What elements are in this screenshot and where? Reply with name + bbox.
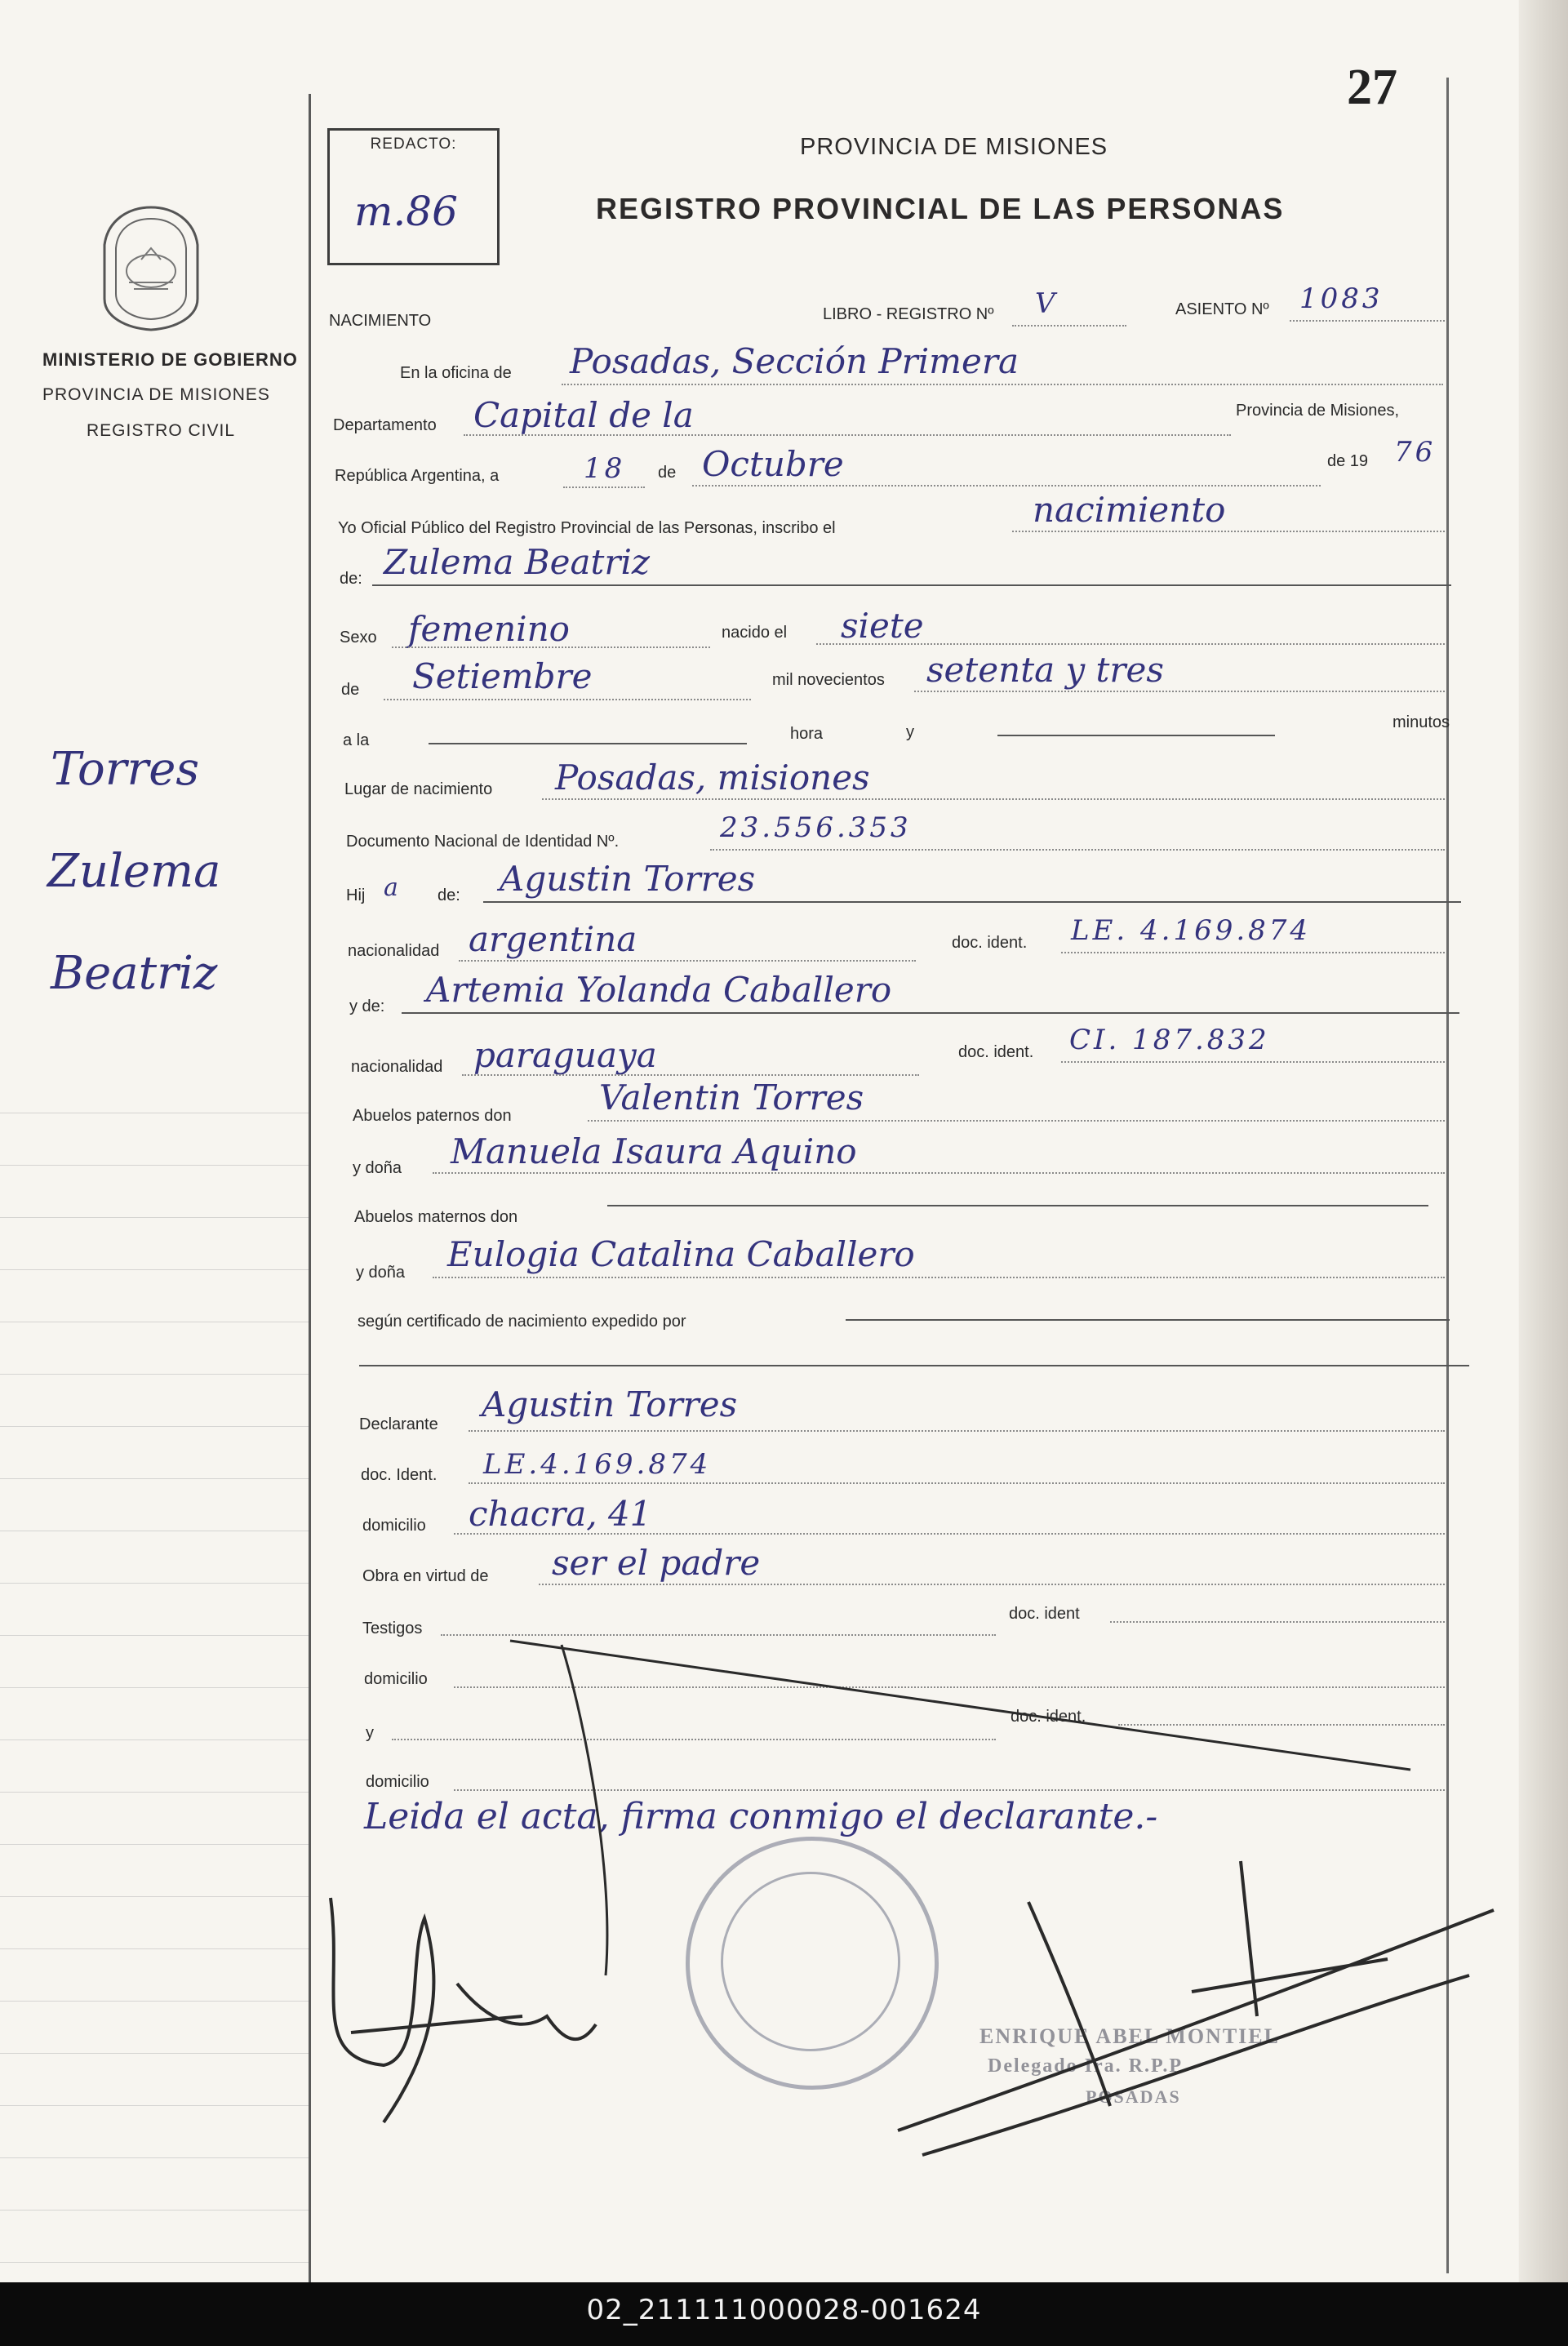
oficina-value: Posadas, Sección Primera [570,341,1019,381]
anio-value: 76 [1394,436,1437,469]
docident-label: doc. Ident. [361,1466,438,1484]
ydona1-label: y doña [353,1159,402,1177]
abuelos-m-label: Abuelos maternos don [354,1208,518,1226]
dni-value: 23.556.353 [720,811,912,844]
yde-label: y de: [349,997,385,1015]
anio-label: de 19 [1327,452,1369,470]
ministry-province: PROVINCIA DE MISIONES [42,385,270,404]
t-domicilio-label: domicilio [364,1670,428,1688]
nac2-label: nacionalidad [351,1058,443,1076]
image-id-label: 02_211111000028-001624 [586,2294,982,2326]
doc1-value: LE. 4.169.874 [1071,914,1312,947]
page-number: 27 [1347,60,1397,115]
declarante-value: Agustin Torres [482,1384,738,1424]
margin-first-name: Zulema [47,845,221,898]
docident-value: LE.4.169.874 [483,1448,712,1481]
annotation-bar [0,2282,1568,2346]
de2-label: de: [340,570,362,588]
dni-label: Documento Nacional de Identidad Nº. [346,833,620,851]
doc1-label: doc. ident. [952,934,1028,952]
libro-label: LIBRO - REGISTRO Nº [823,305,994,323]
de3-label: de [341,681,360,699]
ministry-name: MINISTERIO DE GOBIERNO [42,349,298,370]
margin-second-name: Beatriz [51,947,218,1000]
witness-strike-curve [562,1645,607,1975]
delegate-title: Delegado Ira. R.P.P [988,2055,1184,2077]
abuelos-p-label: Abuelos paternos don [353,1107,512,1125]
obra-value: ser el padre [552,1543,761,1583]
oficina-label: En la oficina de [400,364,512,382]
segun-label: según certificado de nacimiento expedido por [358,1313,686,1331]
minutos-label: minutos [1393,713,1450,731]
asiento-label: ASIENTO Nº [1175,300,1269,318]
redacto-initials: m.86 [354,188,458,235]
domicilio-value: chacra, 41 [469,1494,652,1534]
sexo-value: femenino [408,609,570,649]
doc2-label: doc. ident. [958,1043,1034,1061]
anio-nac-value: setenta y tres [926,650,1164,690]
nac1-label: nacionalidad [348,942,440,960]
hijo-label: Hij [346,886,366,904]
lugar-label: Lugar de nacimiento [344,780,493,798]
domicilio-label: domicilio [362,1517,426,1535]
obra-label: Obra en virtud de [362,1567,489,1585]
t-docident-label: doc. ident [1009,1605,1080,1623]
ala-label: a la [343,731,370,749]
delegate-city: POSADAS [1086,2086,1181,2107]
doc2-value: CI. 187.832 [1069,1024,1270,1056]
madre-value: Artemia Yolanda Caballero [426,970,892,1010]
oficial-value: nacimiento [1033,490,1226,530]
t-docident2-label: doc. ident. [1011,1708,1086,1726]
mes-nac-value: Setiembre [412,656,593,696]
declarante-label: Declarante [359,1415,438,1433]
delegate-name: ENRIQUE ABEL MONTIEL [979,2024,1280,2048]
declarant-signature [331,1898,596,2122]
testigos-label: Testigos [362,1620,423,1637]
nombre-value: Zulema Beatriz [384,542,651,582]
provincia-label: Provincia de Misiones, [1236,402,1400,420]
departamento-label: Departamento [333,416,437,434]
lugar-value: Posadas, misiones [555,758,870,798]
padre-value: Agustin Torres [500,859,756,899]
closing-statement: Leida el acta, firma conmigo el declarante.- [364,1796,1158,1837]
abuela-p-value: Manuela Isaura Aquino [451,1131,857,1171]
officer-signature [898,1861,1494,2155]
sexo-label: Sexo [340,629,377,646]
libro-value: V [1035,287,1059,320]
redacto-label: REDACTO: [370,136,457,153]
nacido-value: siete [841,606,924,646]
ministry-registry: REGISTRO CIVIL [87,421,236,440]
province-title: PROVINCIA DE MISIONES [800,134,1108,160]
hijo-suffix: a [384,873,398,902]
registry-title: REGISTRO PROVINCIAL DE LAS PERSONAS [596,192,1285,225]
page-edge [1519,0,1568,2346]
witness-strike-line [510,1641,1410,1770]
abuela-m-value: Eulogia Catalina Caballero [447,1234,915,1274]
oficial-label: Yo Oficial Público del Registro Provincial de las Personas, inscribo el [338,519,836,537]
abuelo-p-value: Valentin Torres [599,1077,864,1117]
departamento-value: Capital de la [473,395,694,435]
record-type-label: NACIMIENTO [329,312,432,330]
margin-surname: Torres [51,743,200,796]
de-label: de [658,464,677,482]
asiento-value: 1083 [1299,282,1384,315]
t-domicilio2-label: domicilio [366,1773,429,1791]
y-label: y [906,723,914,741]
dia-value: 18 [584,452,626,485]
hijo-de-label: de: [438,886,460,904]
hora-label: hora [790,725,824,743]
nacido-label: nacido el [722,624,788,642]
nac1-value: argentina [469,919,637,959]
ydona2-label: y doña [356,1264,406,1282]
mil-label: mil novecientos [772,671,885,689]
mes-value: Octubre [702,444,844,484]
nac2-value: paraguaya [473,1035,657,1075]
t-y-label: y [366,1724,374,1742]
republica-label: República Argentina, a [335,467,500,485]
